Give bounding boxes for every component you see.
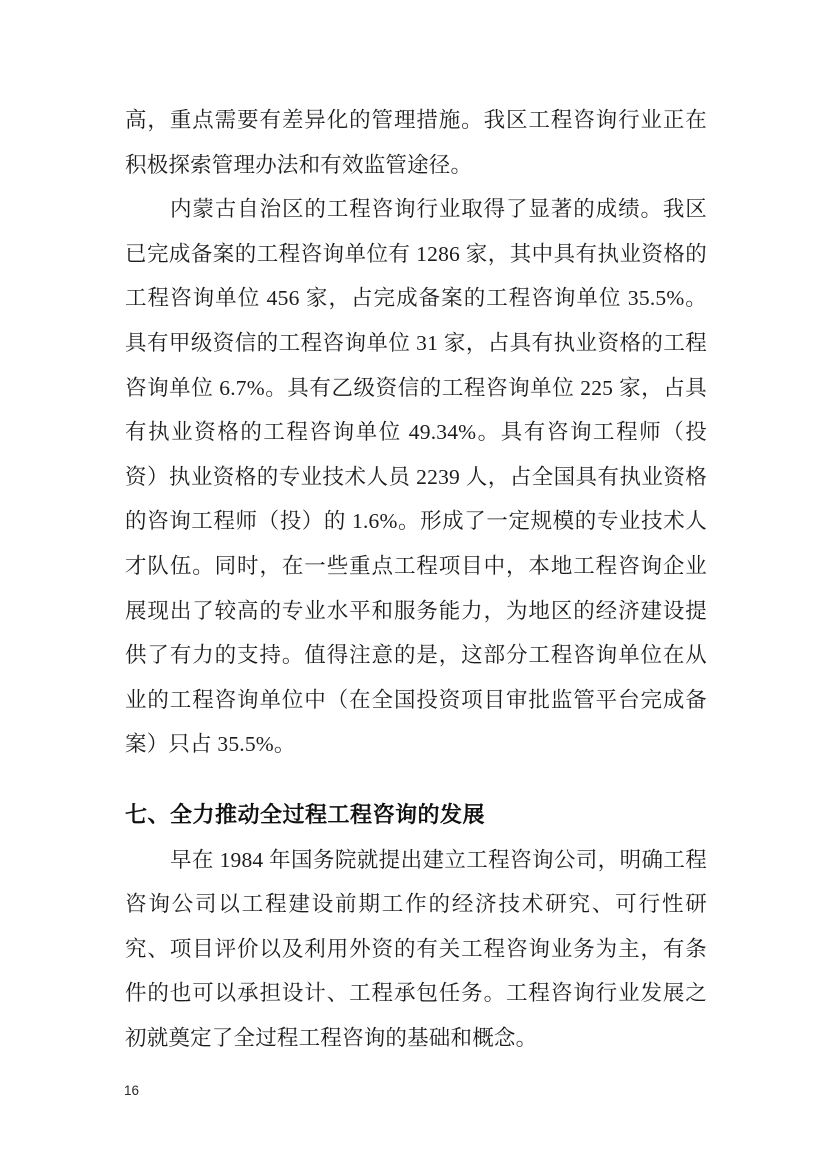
page-number: 16 [124, 1083, 140, 1098]
paragraph-section7-history: 早在 1984 年国务院就提出建立工程咨询公司，明确工程咨询公司以工程建设前期工作的经济技术研究、可行性研究、项目评价以及利用外资的有关工程咨询业务为主，有条件的也可以承担设计、工程承包任务。工程咨询行业发展之初就奠定了全过程工程咨询的基础和概念。 [125, 847, 707, 1050]
paragraph-industry-statistics: 内蒙古自治区的工程咨询行业取得了显著的成绩。我区已完成备案的工程咨询单位有 1286 家，其中具有执业资格的工程咨询单位 456 家，占完成备案的工程咨询单位 35.5%。具有甲级资信的工程咨询单位 31 家，占具有执业资格的工程咨询单位 6.7%。具有乙级资信的工程咨询单位 225 家，占具有执业资格的工程咨询单位 49.34%。具有咨询工程师（投资）执业资格的专业技术人员 2239 人，占全国具有执业资格的咨询工程师（投）的 1.6%。形成了一定规模的专业技术人才队伍。同时，在一些重点工程项目中，本地工程咨询企业展现出了较高的专业水平和服务能力，为地区的经济建设提供了有力的支持。值得注意的是，这部分工程咨询单位在从业的工程咨询单位中（在全国投资项目审批监管平台完成备案）只占 35.5%。 [125, 197, 707, 757]
section-heading-7: 七、全力推动全过程工程咨询的发展 [125, 801, 486, 827]
paragraph-continuation: 高，重点需要有差异化的管理措施。我区工程咨询行业正在积极探索管理办法和有效监管途径。 [125, 108, 707, 177]
page-text-block [125, 98, 707, 1060]
